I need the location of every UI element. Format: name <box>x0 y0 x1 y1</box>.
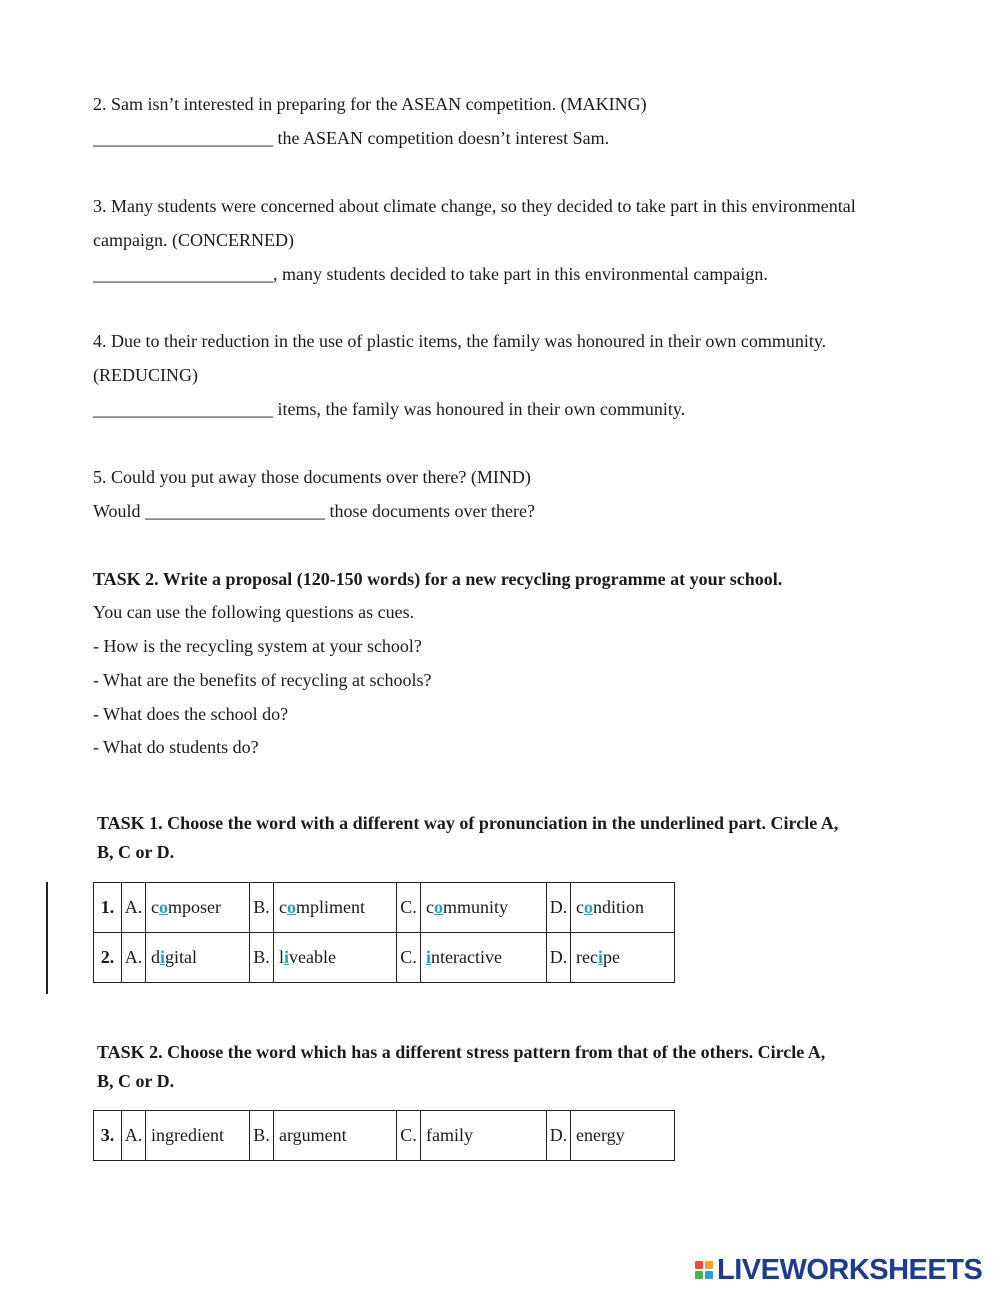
option-word[interactable]: argument <box>274 1111 397 1161</box>
margin-change-bar <box>46 882 48 994</box>
option-word[interactable]: composer <box>146 883 250 933</box>
stress-task-title-line2: B, C or D. <box>97 1071 175 1091</box>
option-word[interactable]: digital <box>146 933 250 983</box>
option-word[interactable]: ingredient <box>146 1111 250 1161</box>
stress-task-title-line1: TASK 2. Choose the word which has a different stress pattern from that of the others. Circle A, <box>97 1042 826 1062</box>
question-3-answer-line: ____________________, many students decided to take part in this environmental campaign. <box>93 264 768 284</box>
underlined-sound: o <box>584 897 593 917</box>
question-number: 2. <box>94 933 122 983</box>
question-4-prompt-line1: 4. Due to their reduction in the use of plastic items, the family was honoured in their own community. <box>93 331 827 351</box>
underlined-sound: i <box>426 947 432 967</box>
logo-grid-icon <box>695 1261 713 1279</box>
table-row <box>94 1111 675 1161</box>
writing-task-title: TASK 2. Write a proposal (120-150 words) for a new recycling programme at your school. <box>93 569 783 589</box>
logo-text: LIVEWORKSHEETS <box>717 1253 983 1286</box>
option-word[interactable]: energy <box>571 1111 675 1161</box>
underlined-sound: o <box>434 897 443 917</box>
table-row <box>94 883 675 933</box>
option-word[interactable]: community <box>421 883 547 933</box>
question-2-answer-line: ____________________ the ASEAN competition doesn’t interest Sam. <box>93 128 610 148</box>
writing-cue: - What do students do? <box>93 737 259 757</box>
option-word[interactable]: liveable <box>274 933 397 983</box>
question-3-prompt-line2: campaign. (CONCERNED) <box>93 230 294 250</box>
option-word[interactable]: interactive <box>421 933 547 983</box>
question-2-prompt: 2. Sam isn’t interested in preparing for the ASEAN competition. (MAKING) <box>93 94 647 114</box>
writing-cue: - What does the school do? <box>93 704 289 724</box>
option-letter[interactable]: B. <box>250 1111 274 1161</box>
option-letter[interactable]: C. <box>397 883 421 933</box>
pronunciation-task-title-line2: B, C or D. <box>97 842 175 862</box>
option-letter[interactable]: A. <box>122 883 146 933</box>
option-letter[interactable]: B. <box>250 883 274 933</box>
underlined-sound: i <box>160 947 166 967</box>
underlined-sound: i <box>597 947 603 967</box>
writing-cue: - How is the recycling system at your school? <box>93 636 422 656</box>
option-word[interactable]: compliment <box>274 883 397 933</box>
pronunciation-table <box>93 882 675 983</box>
question-number: 1. <box>94 883 122 933</box>
question-4-prompt-line2: (REDUCING) <box>93 365 198 385</box>
question-5-prompt: 5. Could you put away those documents over there? (MIND) <box>93 467 531 487</box>
question-5-answer-line: Would ____________________ those documents over there? <box>93 501 535 521</box>
option-letter[interactable]: A. <box>122 933 146 983</box>
stress-table <box>93 1110 675 1161</box>
underlined-sound: o <box>287 897 296 917</box>
table-row <box>94 933 675 983</box>
question-number: 3. <box>94 1111 122 1161</box>
option-word[interactable]: recipe <box>571 933 675 983</box>
option-word[interactable]: family <box>421 1111 547 1161</box>
writing-cue: - What are the benefits of recycling at schools? <box>93 670 432 690</box>
liveworksheets-logo[interactable] <box>695 1254 982 1286</box>
option-word[interactable]: condition <box>571 883 675 933</box>
option-letter[interactable]: A. <box>122 1111 146 1161</box>
option-letter[interactable]: D. <box>547 883 571 933</box>
option-letter[interactable]: C. <box>397 933 421 983</box>
underlined-sound: i <box>284 947 290 967</box>
question-3-prompt-line1: 3. Many students were concerned about climate change, so they decided to take part in this environmental <box>93 196 856 216</box>
option-letter[interactable]: D. <box>547 933 571 983</box>
option-letter[interactable]: D. <box>547 1111 571 1161</box>
writing-task-intro: You can use the following questions as cues. <box>93 602 415 622</box>
option-letter[interactable]: C. <box>397 1111 421 1161</box>
option-letter[interactable]: B. <box>250 933 274 983</box>
question-4-answer-line: ____________________ items, the family was honoured in their own community. <box>93 399 686 419</box>
pronunciation-task-title-line1: TASK 1. Choose the word with a different way of pronunciation in the underlined part. Circle A, <box>97 813 839 833</box>
underlined-sound: o <box>159 897 168 917</box>
